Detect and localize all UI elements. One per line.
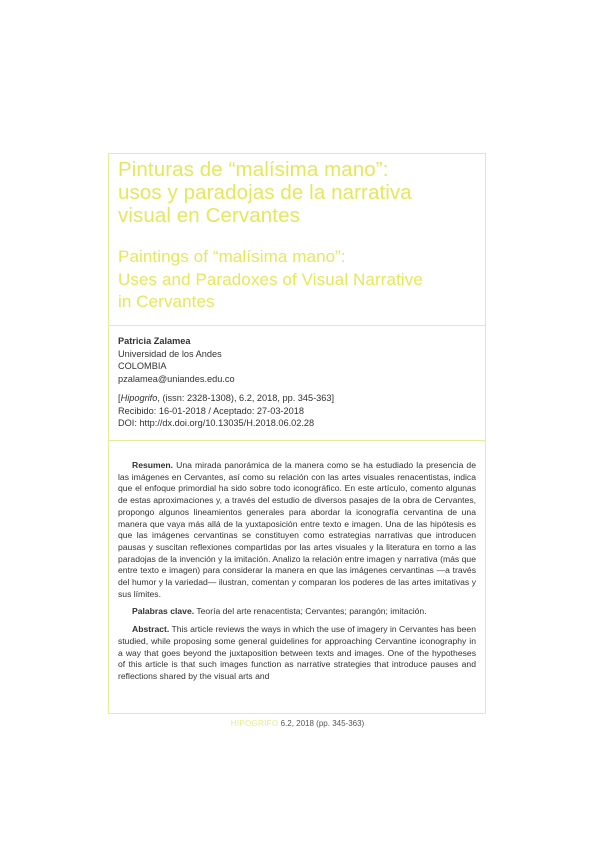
footer-text: 6.2, 2018 (pp. 345-363) xyxy=(278,719,365,728)
citation-details: , (issn: 2328-1308), 6.2, 2018, pp. 345-363] xyxy=(157,393,335,403)
palabras-text: Teoría del arte renacentista; Cervantes; parangón; imitación. xyxy=(194,606,427,617)
abstract-section xyxy=(118,460,476,705)
author-affiliation: Universidad de los Andes xyxy=(118,348,222,359)
title-english xyxy=(118,246,478,314)
title-spanish xyxy=(118,158,478,227)
abstract-text: This article reviews the ways in which the use of imagery in Cervantes has been studied, while proposing some general guidelines for approaching Cervantine iconography in a way that goes beyond the juxtaposition between texts and images. One of the hypotheses of this article is that such images function as narrative strategies that introduce pauses and reflections shared by the visual arts and xyxy=(118,624,476,681)
author-email[interactable]: pzalamea@uniandes.edu.co xyxy=(118,373,235,384)
title-en-line-2: Uses and Paradoxes of Visual Narrative xyxy=(118,269,423,289)
author-country: COLOMBIA xyxy=(118,361,167,371)
divider-bottom xyxy=(108,440,486,441)
received-accepted: Recibido: 16-01-2018 / Aceptado: 27-03-2018 xyxy=(118,405,304,416)
palabras-label: Palabras clave. xyxy=(132,606,195,617)
abstract-paragraph xyxy=(118,624,476,683)
footer-journal: HIPOGRIFO xyxy=(230,719,279,728)
title-en-line-3: in Cervantes xyxy=(118,292,215,311)
citation-open: [ xyxy=(118,393,121,403)
page-footer xyxy=(0,719,595,729)
divider-top xyxy=(108,325,486,326)
palabras-paragraph xyxy=(118,606,476,618)
citation-line xyxy=(118,392,478,405)
author-name: Patricia Zalamea xyxy=(118,336,191,346)
author-info xyxy=(118,335,478,430)
title-es-line-2: usos y paradojas de la narrativa xyxy=(118,181,412,204)
title-en-line-1: Paintings of “malísima mano”: xyxy=(118,247,346,266)
title-es-line-3: visual en Cervantes xyxy=(118,204,300,227)
title-es-line-1: Pinturas de “malísima mano”: xyxy=(118,158,389,181)
doi-link[interactable]: DOI: http://dx.doi.org/10.13035/H.2018.06.02.28 xyxy=(118,418,315,428)
resumen-text: Una mirada panorámica de la manera como se ha estudiado la presencia de las imágenes en Cervantes, así como su relación con las artes visuales renacentistas, indica que el enfoque primordial ha sido sobre todo iconográfico. En este artículo, comento algunas de estas aproximaciones y, a través del estudio de diversos pasajes de la obra de Cervantes, propongo algunos lineamientos generales para abordar la iconografía cervantina de una manera que vaya más allá de la yuxtaposición entre texto e imagen. Una de las hipótesis es que las imágenes cervantinas se constituyen como estrategias narrativas que introducen pausas y suscitan reflexiones compartidas por las artes visuales y la literatura en torno a las paradojas de la invención y la imitación. Analizo la relación entre imagen y narrativa (más que entre texto e imagen) para considerar la manera en que las imágenes cervantinas —a través del humor y la variedad— ilustran, comentan y comparan los poderes de las artes imitativas y sus límites. xyxy=(118,460,476,599)
resumen-label: Resumen. xyxy=(132,460,174,470)
resumen-paragraph xyxy=(118,460,476,600)
abstract-label: Abstract. xyxy=(132,624,170,635)
citation-journal: Hipogrifo xyxy=(120,393,158,403)
